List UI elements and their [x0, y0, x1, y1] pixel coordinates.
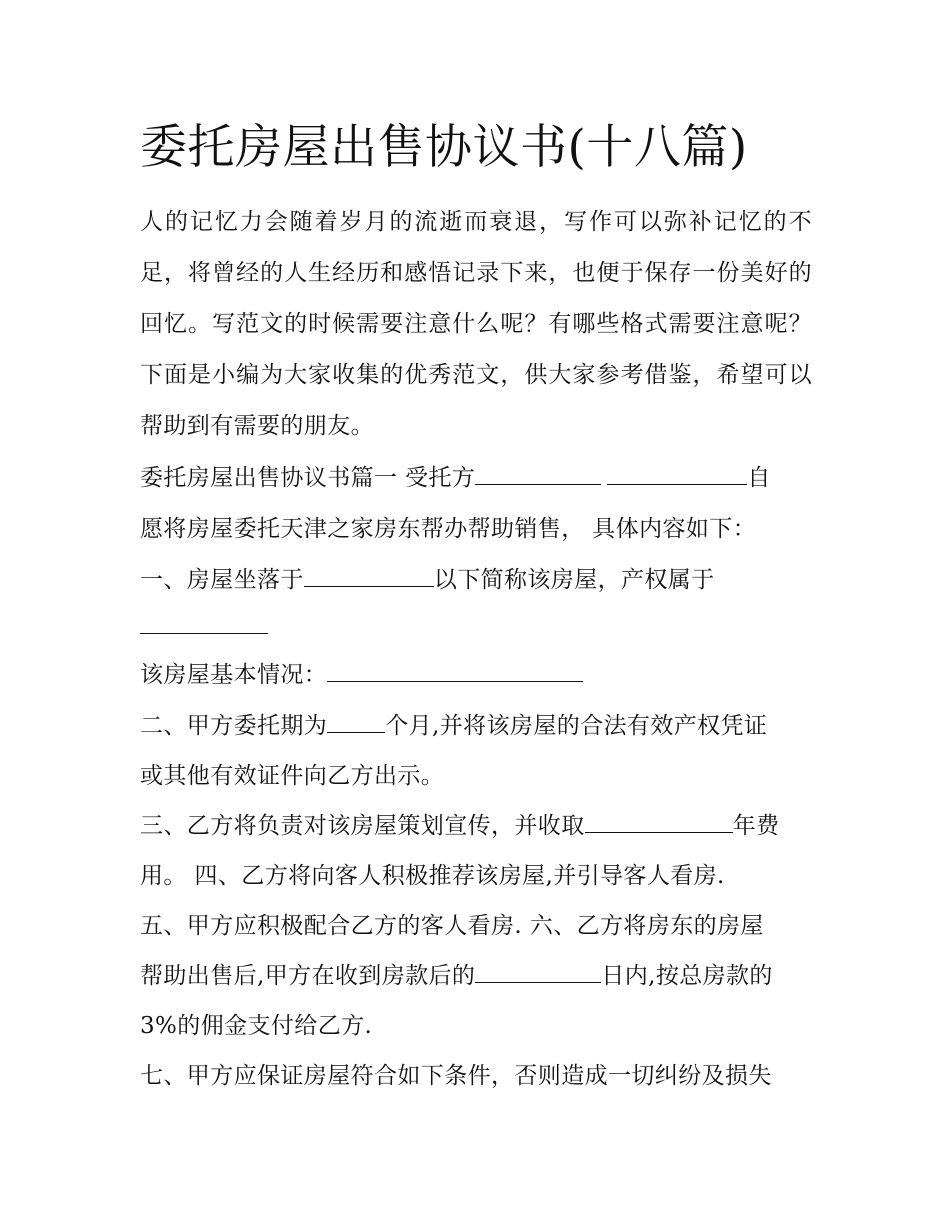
contract-line-11: [140, 960, 773, 992]
contract-line-2: 愿将房屋委托天津之家房东帮办帮助销售， 具体内容如下：: [140, 516, 757, 542]
document-title: 委托房屋出售协议书(十八篇): [140, 120, 748, 175]
contract-line-11-text: 帮助出售后,甲方在收到房款后的: [140, 963, 476, 989]
contract-line-6-end: 个月,并将该房屋的合法有效产权凭证: [385, 713, 768, 739]
contract-line-3-end: 以下简称该房屋，产权属于: [433, 567, 715, 593]
contract-line-1: [140, 462, 771, 494]
contract-line-5-text: 该房屋基本情况：: [140, 662, 328, 688]
blank-field: [607, 462, 747, 485]
blank-field: [585, 810, 733, 833]
contract-line-10: 五、甲方应积极配合乙方的客人看房. 六、乙方将房东的房屋: [140, 913, 764, 939]
contract-line-3-text: 一、房屋坐落于: [140, 567, 304, 593]
blank-field: [327, 710, 385, 733]
contract-line-5: [140, 659, 583, 691]
contract-line-6-text: 二、甲方委托期为: [140, 713, 328, 739]
blank-field: [475, 462, 601, 485]
intro-paragraph: 人的记忆力会随着岁月的流逝而衰退，写作可以弥补记忆的不足，将曾经的人生经历和感悟记录下来，也便于保存一份美好的回忆。写范文的时候需要注意什么呢？有哪些格式需要注意呢？下面是小编为大家收集的优秀范文，供大家参考借鉴，希望可以帮助到有需要的朋友。: [140, 209, 812, 439]
blank-field: [140, 611, 268, 634]
contract-line-7: 或其他有效证件向乙方出示。: [140, 763, 445, 789]
contract-line-9: 用。 四、乙方将向客人积极推荐该房屋,并引导客人看房.: [140, 863, 725, 889]
blank-field: [327, 659, 583, 682]
contract-line-12: 3%的佣金支付给乙方.: [140, 1013, 373, 1039]
contract-line-8-end: 年费: [732, 813, 780, 839]
contract-line-13: 七、甲方应保证房屋符合如下条件，否则造成一切纠纷及损失: [140, 1063, 772, 1089]
contract-line-11-end: 日内,按总房款的: [601, 963, 773, 989]
contract-line-1-end: 自: [747, 465, 771, 491]
blank-field: [304, 564, 434, 587]
contract-line-8-text: 三、乙方将负责对该房屋策划宣传，并收取: [140, 813, 585, 839]
contract-line-3: [140, 564, 715, 596]
blank-field: [475, 960, 601, 983]
contract-line-4: [140, 611, 268, 643]
contract-line-6: [140, 710, 767, 742]
contract-line-1-text: 委托房屋出售协议书篇一 受托方: [140, 465, 476, 491]
contract-line-8: [140, 810, 779, 842]
